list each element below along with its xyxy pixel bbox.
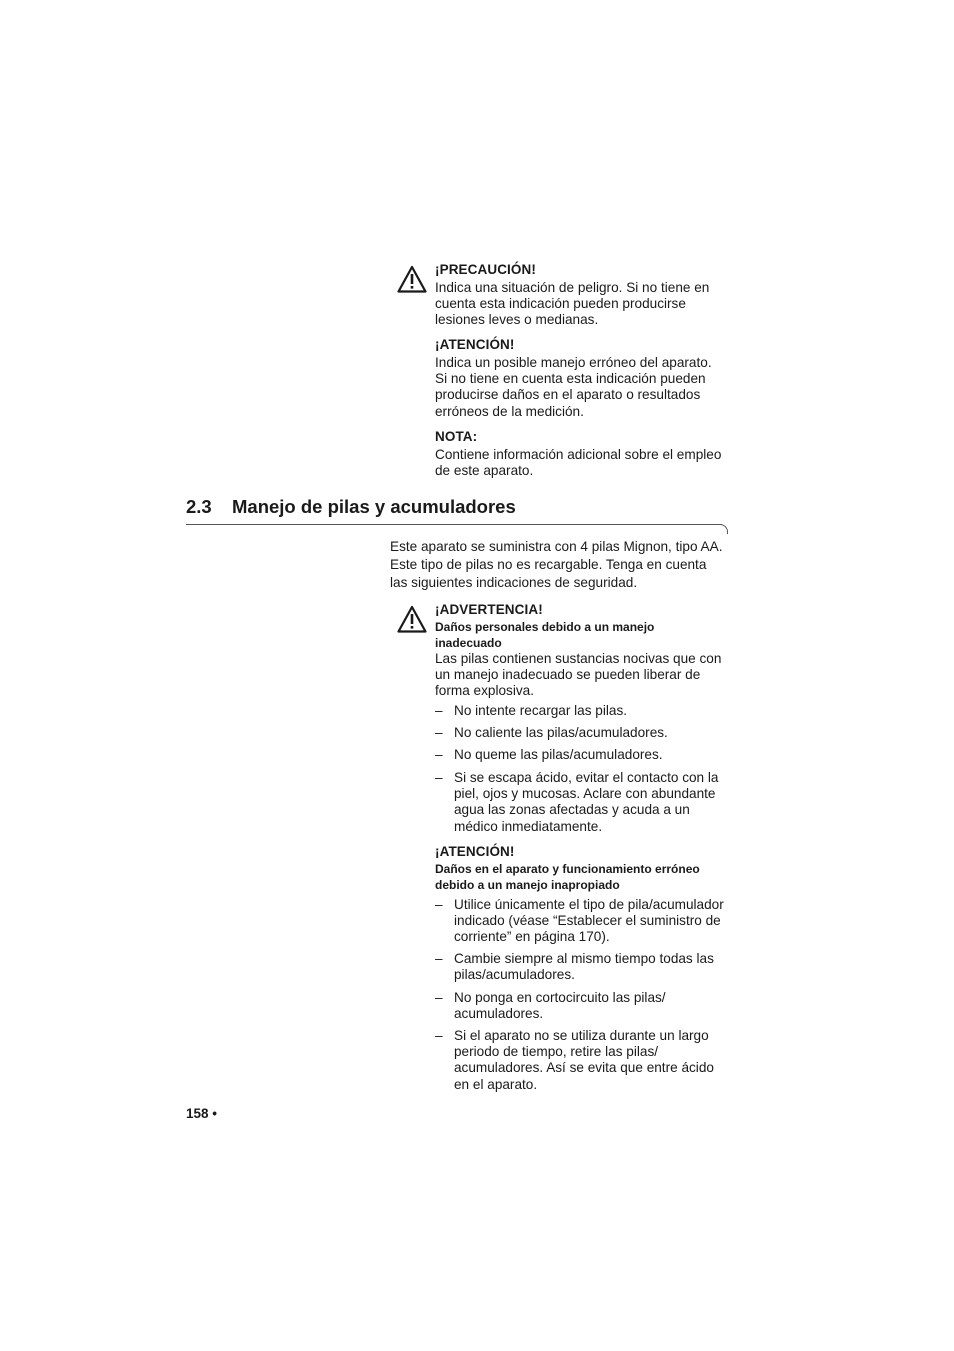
section-heading <box>186 496 516 518</box>
page-number: 158 • <box>186 1106 218 1121</box>
section-title: Manejo de pilas y acumuladores <box>232 496 516 517</box>
warning-subheading: Daños personales debido a un manejo inadecuado <box>435 620 655 650</box>
warning-triangle-icon <box>397 605 427 633</box>
section-number: 2.3 <box>186 496 212 517</box>
warning-heading: ¡ADVERTENCIA! <box>435 602 543 617</box>
intro-paragraph: Este aparato se suministra con 4 pilas Mignon, tipo AA. Este tipo de pilas no es recargable. Tenga en cuenta las siguientes indicaciones de seguridad. <box>390 539 723 590</box>
attention-subheading: Daños en el aparato y funcionamiento erróneo debido a un manejo inapropiado <box>435 862 700 892</box>
attention-text: Indica un posible manejo erróneo del aparato. Si no tiene en cuenta esta indicación pueden producirse daños en el aparato o resultados erróneos de la medición. <box>435 355 712 419</box>
note-heading: NOTA: <box>435 429 478 444</box>
attention-heading: ¡ATENCIÓN! <box>435 337 515 352</box>
precaution-heading: ¡PRECAUCIÓN! <box>435 262 536 277</box>
section-rule <box>186 524 722 525</box>
warning-triangle-icon <box>397 265 427 293</box>
attention-heading: ¡ATENCIÓN! <box>435 844 515 859</box>
section-rule-corner <box>719 524 728 534</box>
precaution-text: Indica una situación de peligro. Si no tiene en cuenta esta indicación pueden producirse lesiones leves o medianas. <box>435 280 710 328</box>
warning-text: Las pilas contienen sustancias nocivas que con un manejo inadecuado se pueden liberar de forma explosiva. <box>435 651 722 699</box>
note-text: Contiene información adicional sobre el empleo de este aparato. <box>435 447 722 479</box>
